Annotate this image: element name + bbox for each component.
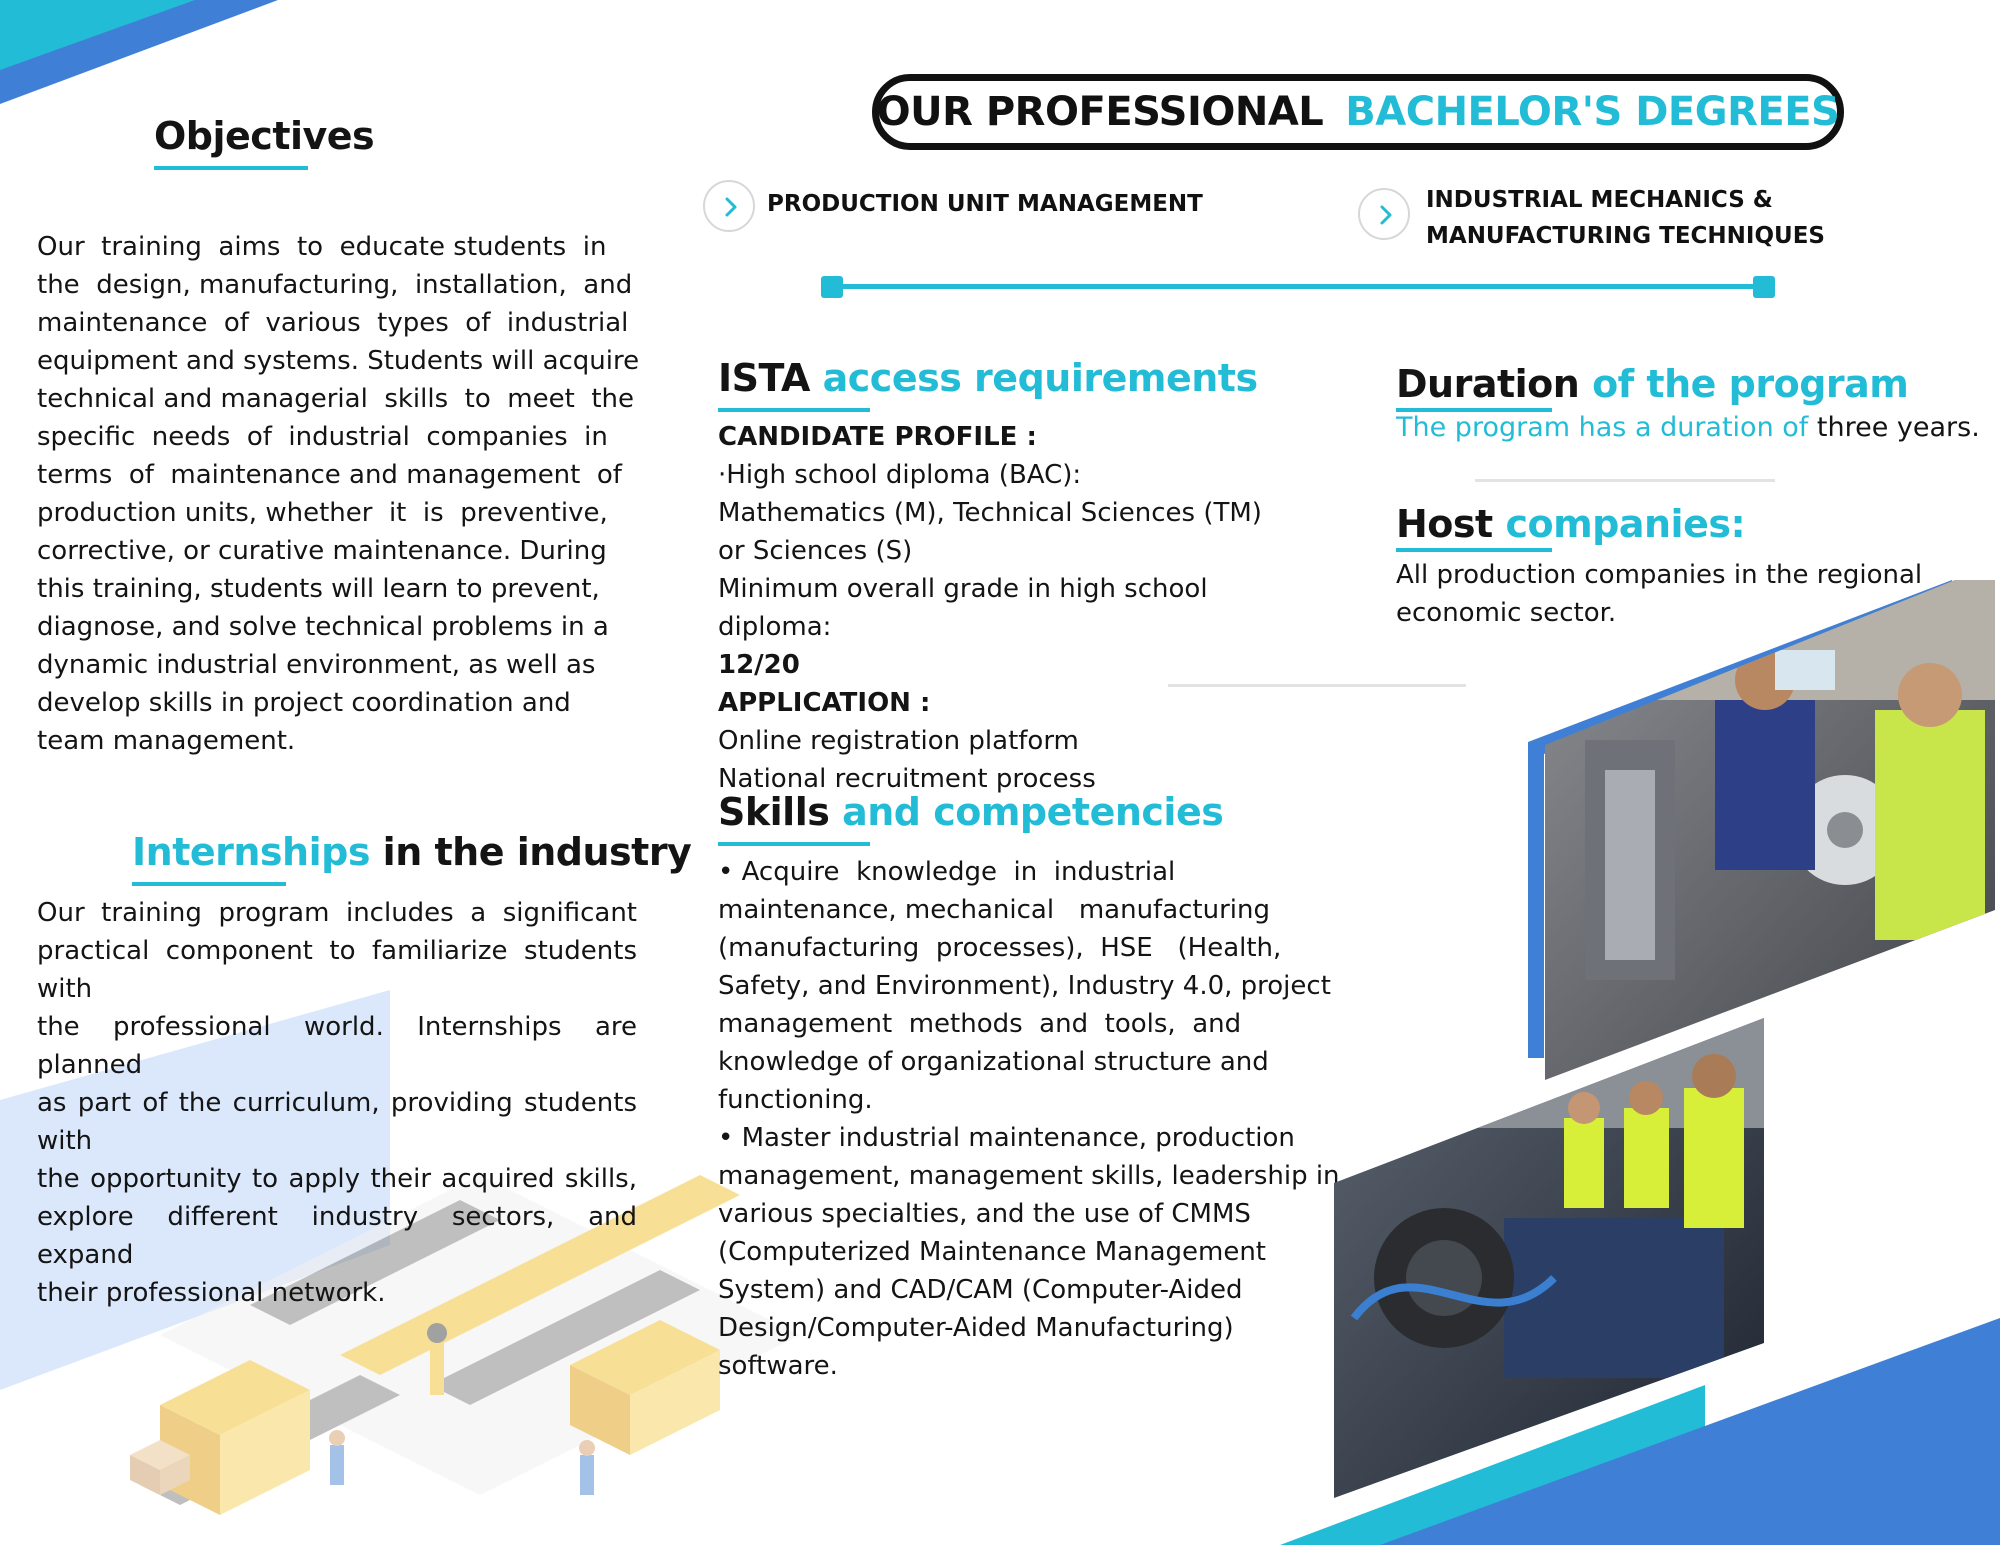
- divider-rule: [1168, 684, 1466, 687]
- objectives-line: develop skills in project coordination and: [37, 688, 571, 718]
- objectives-line: equipment and systems. Students will acquire: [37, 346, 640, 376]
- access-title: ISTA access requirements: [718, 356, 1258, 400]
- objectives-line: specific needs of industrial companies in: [37, 422, 608, 452]
- skills-line: (Computerized Maintenance Management: [718, 1237, 1267, 1267]
- objectives-line: technical and managerial skills to meet the: [37, 384, 635, 414]
- divider-rule: [1475, 479, 1775, 482]
- internships-line: Our training program includes a significant: [37, 898, 637, 928]
- skills-underline: [718, 842, 870, 846]
- application-line: Online registration platform: [718, 726, 1079, 756]
- objectives-line: diagnose, and solve technical problems in a: [37, 612, 609, 642]
- skills-title: Skills and competencies: [718, 790, 1224, 834]
- objectives-line: Our training aims to educate students in: [37, 232, 607, 262]
- objectives-line: terms of maintenance and management of: [37, 460, 622, 490]
- internships-title: Internships in the industry: [132, 830, 692, 874]
- program-2-label-line: MANUFACTURING TECHNIQUES: [1426, 223, 1825, 249]
- skills-text: [718, 853, 1340, 1385]
- skills-line: (manufacturing processes), HSE (Health,: [718, 933, 1282, 963]
- candidate-profile-heading: CANDIDATE PROFILE :: [718, 422, 1037, 452]
- access-underline: [718, 408, 870, 412]
- application-line: National recruitment process: [718, 764, 1096, 794]
- skills-line: functioning.: [718, 1085, 873, 1115]
- skills-line: maintenance, mechanical manufacturing: [718, 895, 1271, 925]
- timeline-dot-end: [1753, 276, 1775, 298]
- host-line: economic sector.: [1396, 598, 1617, 628]
- skills-line: management, management skills, leadership in: [718, 1161, 1340, 1191]
- objectives-line: team management.: [37, 726, 296, 756]
- skills-line: management methods and tools, and: [718, 1009, 1242, 1039]
- objectives-line: maintenance of various types of industrial: [37, 308, 629, 338]
- skills-line: • Master industrial maintenance, production: [718, 1123, 1295, 1153]
- min-grade: 12/20: [718, 650, 800, 680]
- program-1-chevron[interactable]: [703, 180, 755, 232]
- internships-line: as part of the curriculum, providing students with: [37, 1088, 637, 1156]
- skills-line: System) and CAD/CAM (Computer-Aided: [718, 1275, 1243, 1305]
- profile-line: Mathematics (M), Technical Sciences (TM): [718, 498, 1262, 528]
- header-title-pill: [872, 74, 1844, 150]
- host-underline: [1396, 548, 1552, 552]
- workshop-photo-top: [1545, 580, 1995, 1080]
- internships-text: [37, 894, 637, 1312]
- internships-line: the opportunity to apply their acquired skills,: [37, 1164, 637, 1194]
- profile-line: Minimum overall grade in high school diploma:: [718, 574, 1208, 642]
- duration-text: The program has a duration of three years.: [1396, 412, 1980, 443]
- skills-line: Design/Computer-Aided Manufacturing): [718, 1313, 1234, 1343]
- skills-line: • Acquire knowledge in industrial: [718, 857, 1176, 887]
- chevron-right-icon: [1374, 203, 1398, 227]
- objectives-text: [37, 228, 640, 760]
- program-2-label-line: INDUSTRIAL MECHANICS &: [1426, 187, 1773, 213]
- workshop-photo-bottom: [1334, 1018, 1764, 1498]
- profile-line: ·High school diploma (BAC):: [718, 460, 1082, 490]
- profile-line: or Sciences (S): [718, 536, 913, 566]
- skills-line: various specialties, and the use of CMMS: [718, 1199, 1251, 1229]
- internships-line: the professional world. Internships are planned: [37, 1012, 637, 1080]
- skills-line: software.: [718, 1351, 838, 1381]
- program-2-chevron[interactable]: [1358, 188, 1410, 240]
- program-2-label: [1426, 182, 1825, 254]
- objectives-underline: [154, 166, 308, 170]
- objectives-line: dynamic industrial environment, as well as: [37, 650, 596, 680]
- chevron-right-icon: [719, 195, 743, 219]
- host-title: Host companies:: [1396, 502, 1746, 546]
- internships-line: practical component to familiarize students with: [37, 936, 637, 1004]
- objectives-title: Objectives: [154, 114, 375, 158]
- program-1-label: PRODUCTION UNIT MANAGEMENT: [767, 191, 1203, 217]
- skills-line: knowledge of organizational structure and: [718, 1047, 1269, 1077]
- internships-underline: [132, 882, 286, 886]
- application-heading: APPLICATION :: [718, 688, 931, 718]
- host-line: All production companies in the regional: [1396, 560, 1923, 590]
- internships-line: their professional network.: [37, 1278, 386, 1308]
- skills-line: Safety, and Environment), Industry 4.0, project: [718, 971, 1331, 1001]
- duration-title: Duration of the program: [1396, 362, 1909, 406]
- header-title: OUR PROFESSIONAL BACHELOR'S DEGREES: [876, 89, 1840, 135]
- objectives-line: the design, manufacturing, installation, and: [37, 270, 633, 300]
- access-text: [718, 418, 1318, 798]
- timeline-dot-start: [821, 276, 843, 298]
- internships-line: explore different industry sectors, and expand: [37, 1202, 637, 1270]
- objectives-line: corrective, or curative maintenance. During: [37, 536, 607, 566]
- timeline-line: [830, 284, 1765, 289]
- objectives-line: production units, whether it is preventive,: [37, 498, 608, 528]
- objectives-line: this training, students will learn to prevent,: [37, 574, 600, 604]
